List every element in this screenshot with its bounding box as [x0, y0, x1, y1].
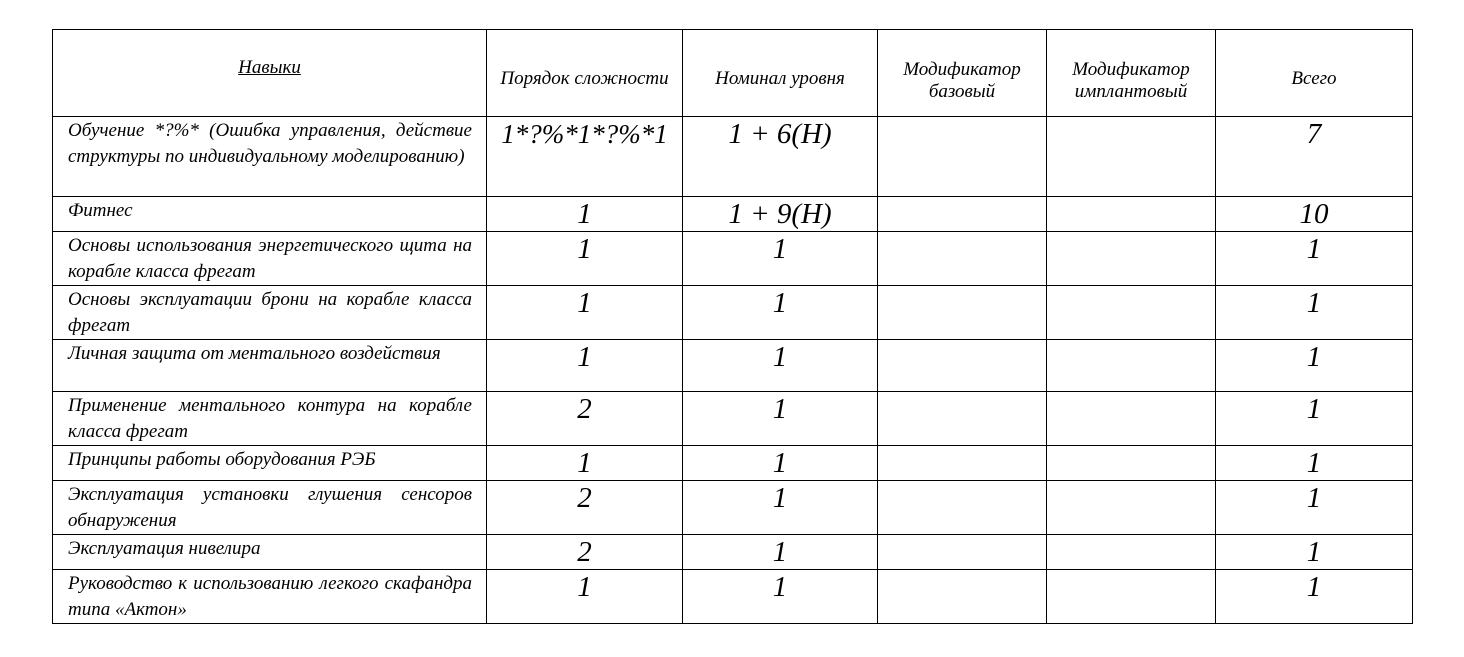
header-modifier-implant: Модификатор имплантовый	[1047, 30, 1216, 117]
skills-table	[52, 29, 1413, 624]
modifier-base-cell	[878, 286, 1047, 340]
total-cell: 1	[1216, 535, 1413, 570]
order-cell: 1	[487, 286, 683, 340]
order-cell: 2	[487, 481, 683, 535]
total-cell: 10	[1216, 197, 1413, 232]
modifier-implant-cell	[1047, 340, 1216, 392]
modifier-implant-cell	[1047, 481, 1216, 535]
nominal-cell: 1	[683, 446, 878, 481]
header-row	[53, 30, 1413, 117]
skill-cell: Принципы работы оборудования РЭБ	[53, 446, 487, 481]
nominal-cell: 1	[683, 286, 878, 340]
modifier-implant-cell	[1047, 446, 1216, 481]
modifier-base-cell	[878, 232, 1047, 286]
order-cell: 1*?%*1*?%*1	[487, 117, 683, 197]
nominal-cell: 1 + 9(Н)	[683, 197, 878, 232]
total-cell: 1	[1216, 232, 1413, 286]
modifier-base-cell	[878, 481, 1047, 535]
modifier-base-cell	[878, 570, 1047, 624]
order-cell: 1	[487, 446, 683, 481]
skill-cell: Эксплуатация установки глушения сенсоров обнаружения	[53, 481, 487, 535]
skill-cell: Руководство к использованию легкого скафандра типа «Актон»	[53, 570, 487, 624]
order-cell: 2	[487, 392, 683, 446]
total-cell: 1	[1216, 286, 1413, 340]
table-row	[53, 197, 1413, 232]
table-row	[53, 286, 1413, 340]
nominal-cell: 1	[683, 570, 878, 624]
modifier-implant-cell	[1047, 570, 1216, 624]
order-cell: 1	[487, 197, 683, 232]
total-cell: 1	[1216, 392, 1413, 446]
nominal-cell: 1	[683, 232, 878, 286]
table-row	[53, 392, 1413, 446]
skill-cell: Эксплуатация нивелира	[53, 535, 487, 570]
skill-cell: Фитнес	[53, 197, 487, 232]
total-cell: 1	[1216, 481, 1413, 535]
modifier-base-cell	[878, 392, 1047, 446]
modifier-base-cell	[878, 197, 1047, 232]
table-row	[53, 570, 1413, 624]
header-total: Всего	[1216, 30, 1413, 117]
modifier-base-cell	[878, 446, 1047, 481]
modifier-implant-cell	[1047, 535, 1216, 570]
total-cell: 1	[1216, 446, 1413, 481]
total-cell: 1	[1216, 340, 1413, 392]
nominal-cell: 1 + 6(Н)	[683, 117, 878, 197]
skill-cell: Основы использования энергетического щита на корабле класса фрегат	[53, 232, 487, 286]
modifier-implant-cell	[1047, 392, 1216, 446]
nominal-cell: 1	[683, 392, 878, 446]
header-order: Порядок сложности	[487, 30, 683, 117]
order-cell: 1	[487, 340, 683, 392]
total-cell: 7	[1216, 117, 1413, 197]
skill-cell: Личная защита от ментального воздействия	[53, 340, 487, 392]
table-row	[53, 117, 1413, 197]
skill-cell: Обучение *?%* (Ошибка управления, действие структуры по индивидуальному моделированию)	[53, 117, 487, 197]
header-nominal: Номинал уровня	[683, 30, 878, 117]
table-row	[53, 340, 1413, 392]
total-cell: 1	[1216, 570, 1413, 624]
header-skills: Навыки	[53, 30, 487, 117]
nominal-cell: 1	[683, 481, 878, 535]
modifier-implant-cell	[1047, 286, 1216, 340]
table-row	[53, 446, 1413, 481]
modifier-implant-cell	[1047, 197, 1216, 232]
order-cell: 1	[487, 232, 683, 286]
modifier-base-cell	[878, 340, 1047, 392]
skill-cell: Основы эксплуатации брони на корабле класса фрегат	[53, 286, 487, 340]
table-row	[53, 535, 1413, 570]
modifier-base-cell	[878, 117, 1047, 197]
skill-cell: Применение ментального контура на корабле класса фрегат	[53, 392, 487, 446]
table-row	[53, 481, 1413, 535]
nominal-cell: 1	[683, 535, 878, 570]
header-modifier-base: Модификатор базовый	[878, 30, 1047, 117]
order-cell: 1	[487, 570, 683, 624]
order-cell: 2	[487, 535, 683, 570]
table-row	[53, 232, 1413, 286]
modifier-implant-cell	[1047, 117, 1216, 197]
nominal-cell: 1	[683, 340, 878, 392]
modifier-base-cell	[878, 535, 1047, 570]
modifier-implant-cell	[1047, 232, 1216, 286]
